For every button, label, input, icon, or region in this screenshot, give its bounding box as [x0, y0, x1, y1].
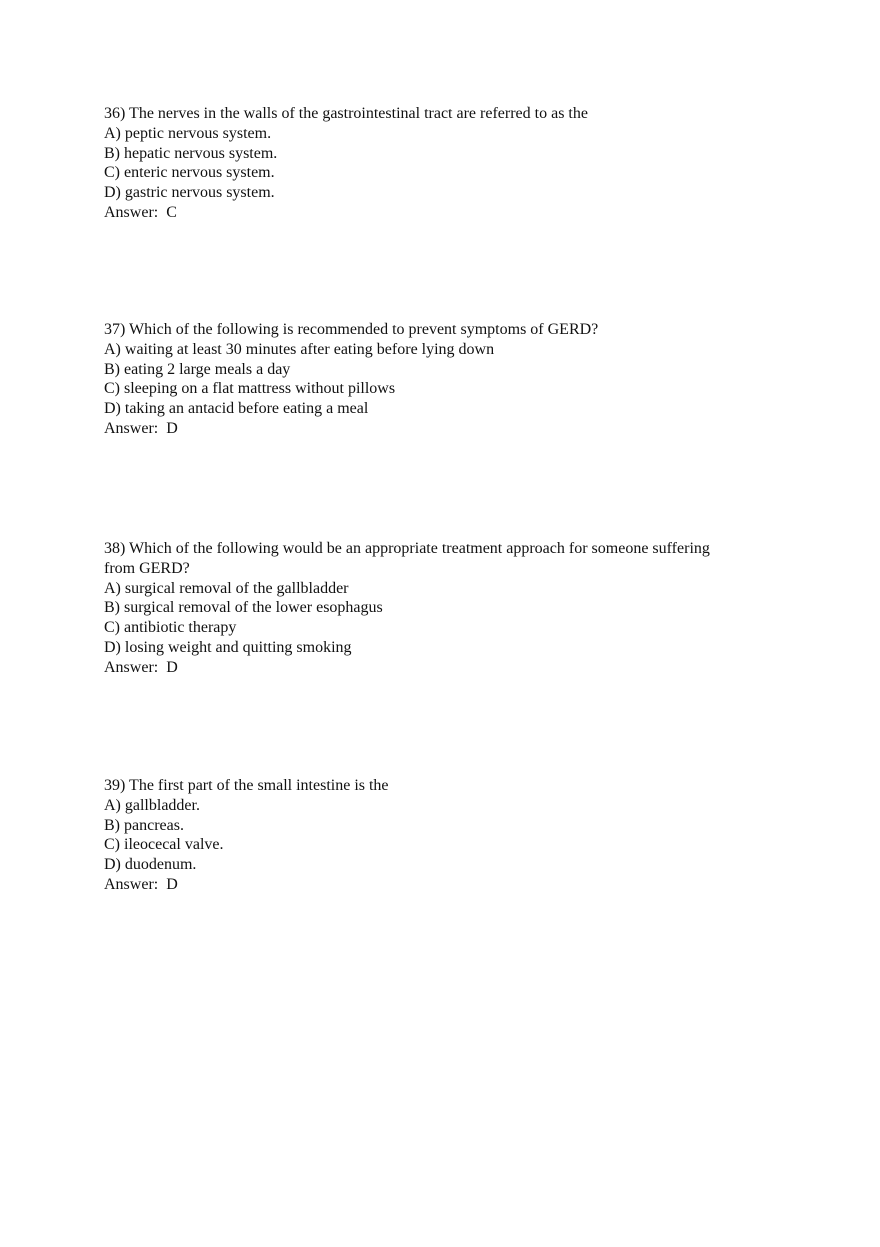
question-stem: 39) The first part of the small intestine is the: [104, 777, 389, 794]
question-38: [104, 539, 774, 678]
option-d: D) gastric nervous system.: [104, 184, 275, 202]
option-c: C) antibiotic therapy: [104, 619, 237, 637]
option-a: A) gallbladder.: [104, 796, 200, 814]
option-b: B) pancreas.: [104, 816, 184, 834]
option-a: A) waiting at least 30 minutes after eating before lying down: [104, 340, 495, 358]
question-37: [104, 320, 774, 439]
question-stem: 38) Which of the following would be an appropriate treatment approach for someone suffering: [104, 540, 710, 557]
option-d: D) taking an antacid before eating a meal: [104, 400, 369, 418]
option-c: C) enteric nervous system.: [104, 164, 275, 182]
option-d: D) losing weight and quitting smoking: [104, 638, 352, 656]
answer: Answer: D: [104, 658, 178, 676]
question-39: [104, 776, 774, 895]
option-b: B) surgical removal of the lower esophagus: [104, 599, 383, 617]
option-b: B) eating 2 large meals a day: [104, 360, 291, 378]
option-c: C) ileocecal valve.: [104, 836, 224, 854]
option-b: B) hepatic nervous system.: [104, 144, 278, 162]
question-36: [104, 104, 774, 223]
question-stem-continued: from GERD?: [104, 559, 190, 577]
answer: Answer: C: [104, 203, 177, 221]
option-a: A) surgical removal of the gallbladder: [104, 579, 349, 597]
option-a: A) peptic nervous system.: [104, 124, 272, 142]
question-stem: 37) Which of the following is recommended to prevent symptoms of GERD?: [104, 321, 599, 338]
question-stem: 36) The nerves in the walls of the gastrointestinal tract are referred to as the: [104, 105, 588, 122]
option-d: D) duodenum.: [104, 856, 197, 874]
option-c: C) sleeping on a flat mattress without pillows: [104, 380, 396, 398]
answer: Answer: D: [104, 875, 178, 893]
answer: Answer: D: [104, 419, 178, 437]
